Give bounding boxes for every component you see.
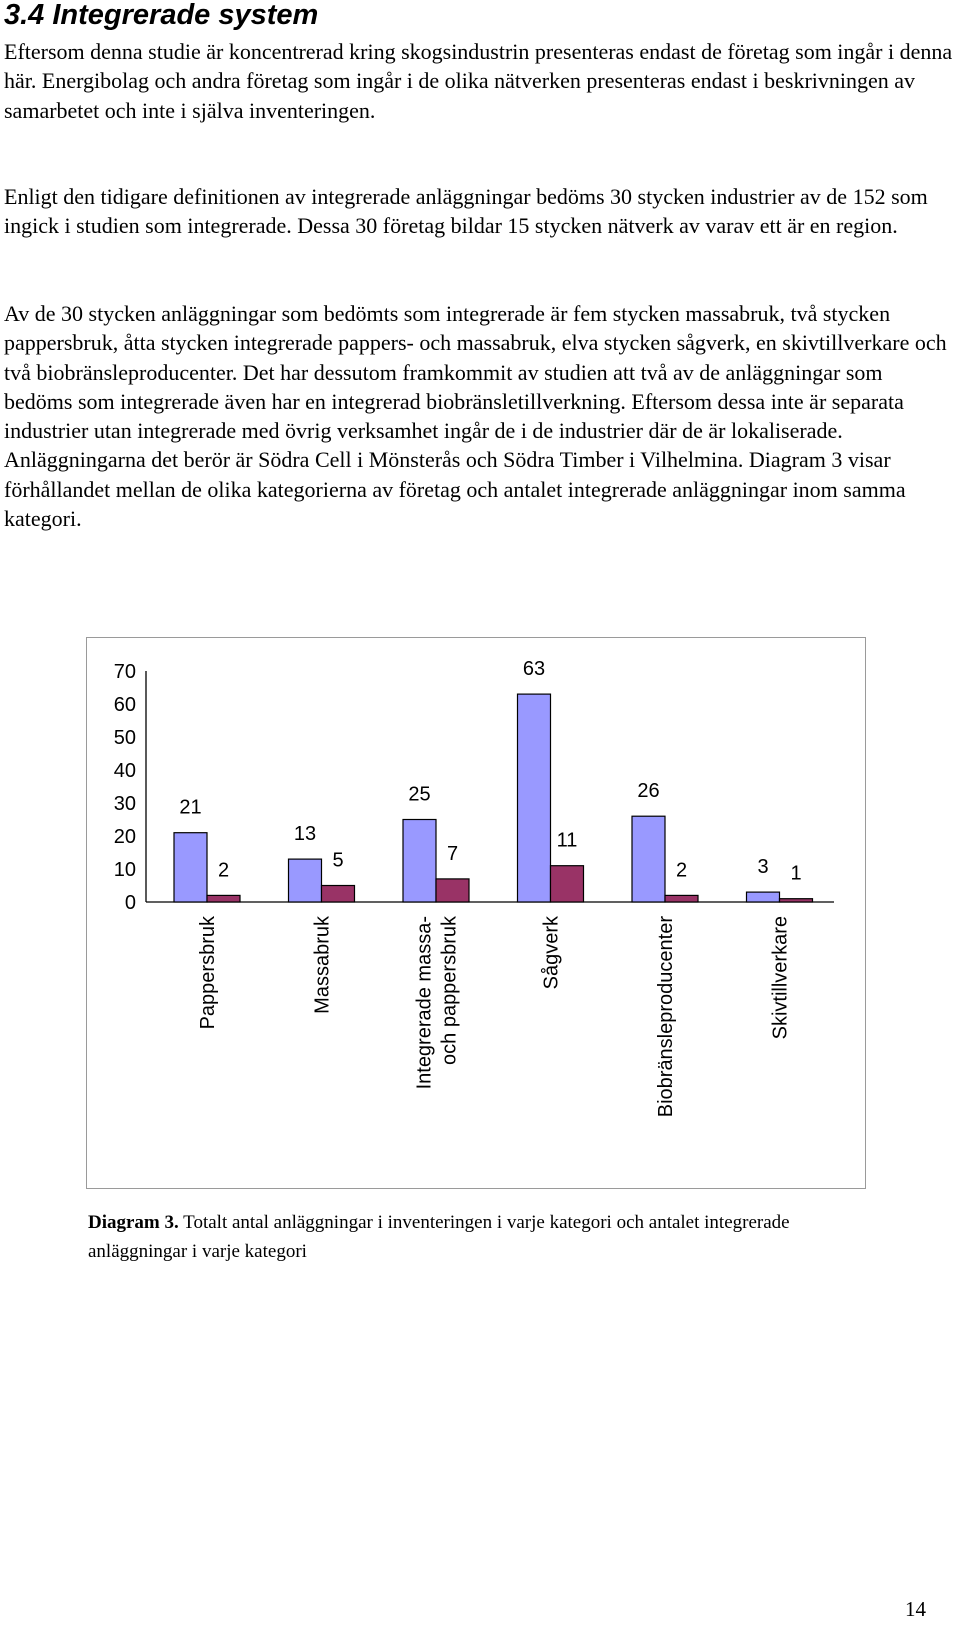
bar-integrated bbox=[207, 895, 240, 902]
section-title: 3.4 Integrerade system bbox=[4, 0, 319, 31]
x-category-label: Pappersbruk bbox=[197, 916, 219, 1030]
y-tick-label: 40 bbox=[113, 760, 136, 782]
data-label: 26 bbox=[637, 780, 660, 803]
y-tick-label: 70 bbox=[113, 661, 136, 683]
data-label: 5 bbox=[332, 849, 344, 872]
bar-total bbox=[174, 833, 207, 902]
paragraph-2: Enligt den tidigare definitionen av integrerade anläggningar bedöms 30 stycken industrier av de 152 som ingick i studien som integrerade. Dessa 30 företag bildar 15 stycken nätverk av varav ett är en region. bbox=[4, 184, 928, 239]
bar-total bbox=[747, 892, 780, 902]
y-tick-label: 30 bbox=[113, 793, 136, 815]
x-category-label: Skivtillverkare bbox=[769, 916, 792, 1040]
x-category-label: Integrerade massa- bbox=[413, 916, 436, 1090]
x-category-label: Sågverk bbox=[540, 916, 563, 990]
data-label: 21 bbox=[179, 796, 202, 819]
y-tick-label: 0 bbox=[124, 892, 136, 914]
bar-chart bbox=[87, 638, 864, 1187]
data-label: 2 bbox=[675, 859, 688, 882]
paragraph-3: Av de 30 stycken anläggningar som bedömts som integrerade är fem stycken massabruk, två stycken pappersbruk, åtta stycken integrerade pappers- och massabruk, elva stycken sågverk, en skivtillverkare och två biobränsleproducenter. Det har dessutom framkommit av studien att två av de anläggningar som bedöms som integrerade även har en integrerad biobränsletillverkning. Eftersom dessa inte är separata industrier utan integrerade med övrig verksamhet ingår de i de industrier där de är lokaliserade. Anläggningarna det berör är Södra Cell i Mönsterås och Södra Timber i Vilhelmina. Diagram 3 visar förhållandet mellan de olika kategorierna av företag och antalet integrerade anläggningar inom samma kategori. bbox=[4, 301, 947, 532]
data-label: 25 bbox=[408, 783, 431, 806]
page-number: 14 bbox=[905, 1597, 926, 1621]
x-category-label: Biobränsleproducenter bbox=[655, 916, 677, 1118]
bar-integrated bbox=[436, 879, 469, 902]
bar-integrated bbox=[322, 886, 355, 903]
caption-label: Diagram 3. bbox=[88, 1212, 179, 1233]
y-tick-label: 50 bbox=[113, 727, 136, 749]
data-label: 2 bbox=[217, 859, 230, 882]
data-label: 7 bbox=[446, 842, 459, 865]
bar-integrated bbox=[665, 895, 698, 902]
bar-integrated bbox=[551, 866, 584, 902]
x-category-label: Massabruk bbox=[311, 916, 334, 1014]
chart-frame bbox=[86, 637, 866, 1189]
data-label: 11 bbox=[556, 829, 578, 852]
caption-text: Totalt antal anläggningar i inventeringen i varje kategori och antalet integrerade anläggningar i varje kategori bbox=[88, 1212, 790, 1262]
y-tick-label: 20 bbox=[113, 826, 136, 848]
bar-total bbox=[518, 694, 551, 902]
data-label: 63 bbox=[522, 658, 546, 681]
bar-total bbox=[632, 816, 665, 902]
bar-integrated bbox=[780, 899, 813, 902]
data-label: 13 bbox=[293, 823, 317, 846]
data-label: 3 bbox=[757, 856, 769, 879]
paragraph-1: Eftersom denna studie är koncentrerad kring skogsindustrin presenteras endast de företag som ingår i denna här. Energibolag och andra företag som ingår i de olika nätverken presenteras endast i beskrivningen av samarbetet och inte i själva inventeringen. bbox=[4, 39, 953, 123]
bar-total bbox=[403, 820, 436, 903]
bar-total bbox=[289, 859, 322, 902]
y-tick-label: 10 bbox=[113, 859, 136, 881]
y-tick-label: 60 bbox=[113, 694, 136, 716]
figure-caption bbox=[88, 1208, 888, 1266]
data-label: 1 bbox=[790, 862, 802, 885]
x-category-label: och pappersbruk bbox=[438, 916, 461, 1065]
